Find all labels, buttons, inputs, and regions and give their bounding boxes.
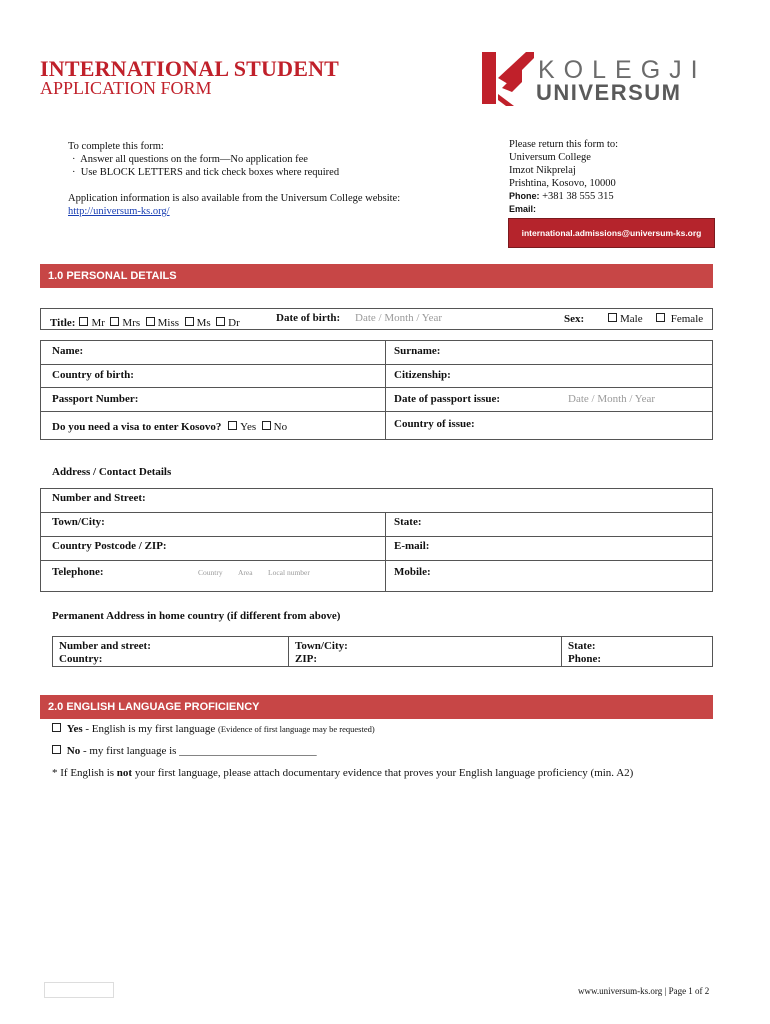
street-field[interactable]: Number and Street: (52, 492, 146, 504)
instructions-lead: To complete this form: (68, 141, 164, 152)
form-title: INTERNATIONAL STUDENT (40, 56, 340, 81)
return-line: Imzot Nikprelaj (509, 165, 576, 176)
footer (578, 986, 709, 996)
dob-input[interactable]: Date / Month / Year (355, 312, 443, 324)
passport-issue-label: Date of passport issue: (394, 393, 501, 405)
email-address-link[interactable]: international.admissions@universum-ks.org (508, 218, 715, 248)
checkbox-visa-no[interactable] (262, 421, 271, 430)
country-of-birth-field[interactable]: Country of birth: (52, 369, 134, 381)
perm-town-col[interactable]: Town/City: ZIP: (295, 640, 348, 665)
checkbox-dr[interactable] (216, 317, 225, 326)
tel-local-hint: Local number (268, 568, 310, 577)
instruction-bullet: · Answer all questions on the form—No application fee (72, 154, 308, 165)
form-subtitle: APPLICATION FORM (40, 78, 212, 98)
checkbox-miss[interactable] (146, 317, 155, 326)
footer-site: www.universum-ks.org (578, 986, 663, 996)
return-heading: Please return this form to: (509, 139, 619, 150)
tel-country-hint: Country (198, 568, 223, 577)
tel-area-hint: Area (238, 568, 253, 577)
visa-question: Do you need a visa to enter Kosovo? Yes No (52, 421, 288, 433)
title-field: Title: Mr Mrs Miss Ms Dr (50, 317, 240, 329)
checkbox-mr[interactable] (79, 317, 88, 326)
english-no-option[interactable]: No - my first language is _________________________ (52, 745, 317, 757)
state-field[interactable]: State: (394, 516, 422, 528)
instructions (68, 140, 400, 218)
website-info: Application information is also available from the Universum College website: (68, 193, 401, 204)
country-of-issue-field[interactable]: Country of issue: (394, 418, 475, 430)
return-address (509, 138, 618, 216)
name-field[interactable]: Name: (52, 345, 84, 357)
checkbox-english-no[interactable] (52, 745, 61, 754)
checkbox-female (656, 313, 665, 322)
college-logo-icon (478, 48, 534, 110)
english-yes-option[interactable]: Yes - English is my first language (Evidence of first language may be requested) (52, 723, 375, 735)
permanent-heading: Permanent Address in home country (if different from above) (52, 610, 341, 622)
address-heading: Address / Contact Details (52, 466, 172, 478)
instruction-bullet: · Use BLOCK LETTERS and tick check boxes where required (72, 167, 340, 178)
footer-separator: | (664, 986, 667, 996)
english-note: * If English is not your first language, please attach documentary evidence that proves your English language proficiency (min. A2) (52, 767, 634, 779)
surname-field[interactable]: Surname: (394, 345, 441, 357)
permanent-table (52, 636, 713, 667)
checkbox-mrs[interactable] (110, 317, 119, 326)
checkbox-visa-yes[interactable] (228, 421, 237, 430)
section-personal-details: 1.0 PERSONAL DETAILS (40, 264, 713, 288)
perm-state-col[interactable]: State: Phone: (568, 640, 601, 665)
citizenship-field[interactable]: Citizenship: (394, 369, 451, 381)
return-line: Universum College (509, 152, 591, 163)
checkbox-english-yes[interactable] (52, 723, 61, 732)
dob-label: Date of birth: (276, 312, 341, 324)
email-field[interactable]: E-mail: (394, 540, 430, 552)
section-english-proficiency: 2.0 ENGLISH LANGUAGE PROFICIENCY (40, 695, 713, 719)
checkbox-ms[interactable] (185, 317, 194, 326)
perm-street-col[interactable]: Number and street: Country: (59, 640, 151, 665)
logo-text-universum: UNIVERSUM (536, 80, 682, 105)
return-email-label: Email: (509, 204, 537, 214)
checkbox-male (608, 313, 617, 322)
postcode-field[interactable]: Country Postcode / ZIP: (52, 540, 167, 552)
sex-male[interactable]: Male (608, 313, 643, 325)
telephone-label: Telephone: (52, 566, 104, 578)
website-link[interactable]: http://universum-ks.org/ (68, 206, 170, 217)
logo-text-kolegji: KOLEGJI (538, 56, 707, 84)
town-field[interactable]: Town/City: (52, 516, 105, 528)
mobile-field[interactable]: Mobile: (394, 566, 431, 578)
sex-female[interactable]: Female (656, 313, 703, 325)
return-line: Prishtina, Kosovo, 10000 (509, 178, 616, 189)
return-phone: Phone: +381 38 555 315 (509, 191, 614, 202)
passport-issue-input[interactable]: Date / Month / Year (568, 393, 656, 405)
footer-page: Page 1 of 2 (668, 986, 710, 996)
sex-label: Sex: (564, 313, 585, 325)
footer-blank-box (44, 982, 114, 998)
passport-number-field[interactable]: Passport Number: (52, 393, 139, 405)
